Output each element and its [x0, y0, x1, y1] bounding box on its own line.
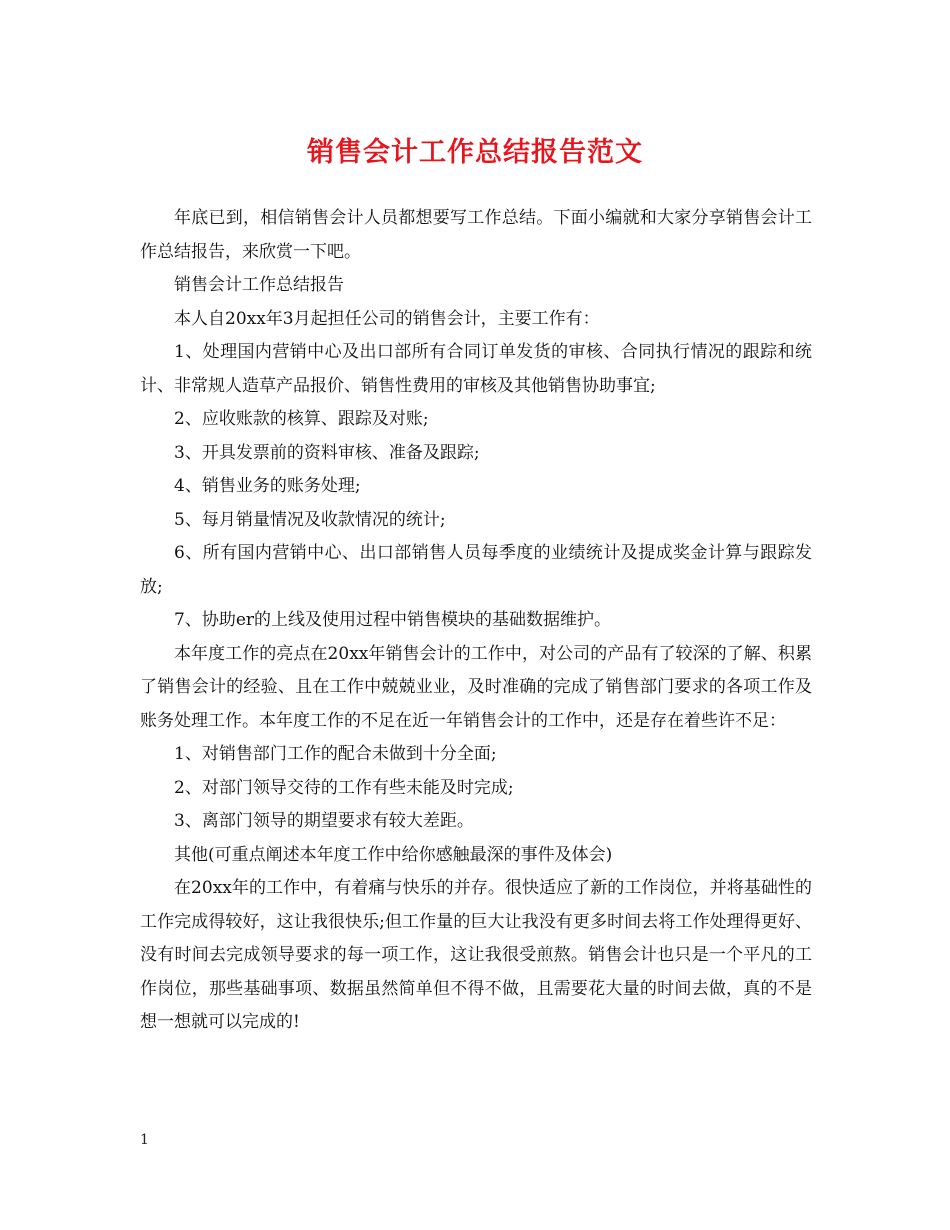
list-item-duty-3: 3、开具发票前的资料审核、准备及跟踪;	[174, 442, 480, 463]
list-item-duty-7: 7、协助er的上线及使用过程中销售模块的基础数据维护。	[174, 610, 612, 630]
list-item-duty-5: 5、每月销量情况及收款情况的统计;	[174, 509, 446, 530]
list-item-shortcoming-3: 3、离部门领导的期望要求有较大差距。	[174, 811, 474, 831]
paragraph-other-heading: 其他(可重点阐述本年度工作中给你感触最深的事件及体会)	[174, 844, 613, 865]
list-item-shortcoming-2: 2、对部门领导交待的工作有些未能及时完成;	[174, 777, 514, 798]
list-item-duty-6: 6、所有国内营销中心、出口部销售人员每季度的业绩统计及提成奖金计算与跟踪发放;	[140, 543, 812, 597]
document-title: 销售会计工作总结报告范文	[307, 137, 643, 168]
paragraph-reflection: 在20xx年的工作中，有着痛与快乐的并存。很快适应了新的工作岗位，并将基础性的工作完成得较好，这让我很快乐;但工作量的巨大让我没有更多时间去将工作处理得更好、没有时间去完成领导要求的每一项工作，这让我很受煎熬。销售会计也只是一个平凡的工作岗位，那些基础事项、数据虽然简单但不得不做，且需要花大量的时间去做，真的不是想一想就可以完成的!	[140, 878, 812, 1032]
document-body	[140, 202, 812, 1040]
list-item-shortcoming-1: 1、对销售部门工作的配合未做到十分全面;	[174, 744, 497, 764]
list-item-duty-2: 2、应收账款的核算、跟踪及对账;	[174, 409, 429, 429]
paragraph-highlights: 本年度工作的亮点在20xx年销售会计的工作中，对公司的产品有了较深的了解、积累了销售会计的经验、且在工作中兢兢业业，及时准确的完成了销售部门要求的各项工作及账务处理工作。本年度工作的不足在近一年销售会计的工作中，还是存在着些许不足：	[140, 643, 812, 731]
list-item-duty-4: 4、销售业务的账务处理;	[174, 476, 361, 496]
paragraph-subtitle: 销售会计工作总结报告	[174, 275, 344, 295]
page-number: 1	[140, 1132, 149, 1148]
list-item-duty-1: 1、处理国内营销中心及出口部所有合同订单发货的审核、合同执行情况的跟踪和统计、非常规人造草产品报价、销售性费用的审核及其他销售协助事宜;	[140, 342, 812, 396]
paragraph-intro: 年底已到，相信销售会计人员都想要写工作总结。下面小编就和大家分享销售会计工作总结报告，来欣赏一下吧。	[140, 208, 812, 262]
paragraph-role: 本人自20xx年3月起担任公司的销售会计，主要工作有：	[174, 308, 600, 329]
